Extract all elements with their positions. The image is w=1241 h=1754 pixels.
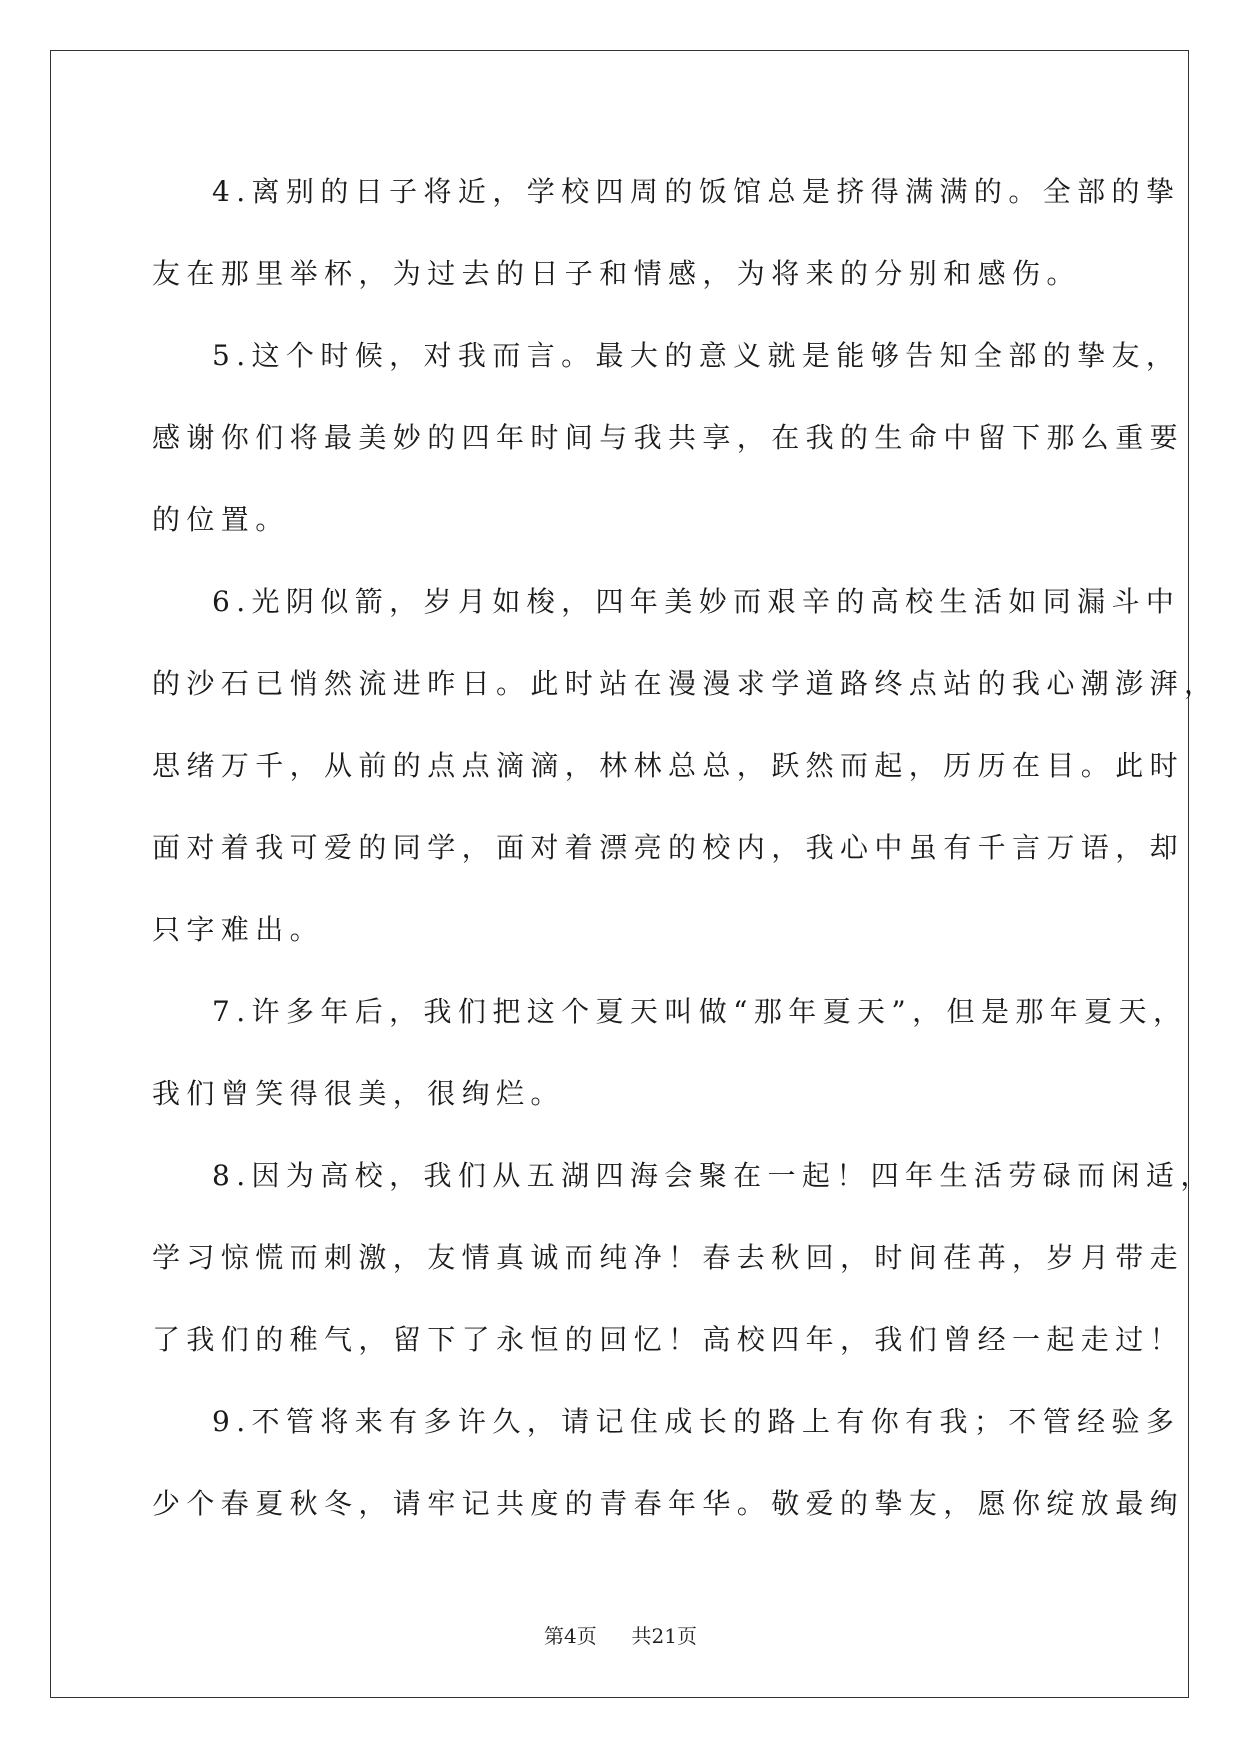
text-line: 思绪万千，从前的点点滴滴，林林总总，跃然而起，历历在目。此时 xyxy=(152,749,1185,782)
text-line: 只字难出。 xyxy=(152,913,325,946)
text-line: 的位置。 xyxy=(152,503,290,536)
text-line: 友在那里举杯，为过去的日子和情感，为将来的分别和感伤。 xyxy=(152,257,1081,290)
text-line: 面对着我可爱的同学，面对着漂亮的校内，我心中虽有千言万语，却 xyxy=(152,831,1185,864)
text-line: 7.许多年后，我们把这个夏天叫做“那年夏天”，但是那年夏天， xyxy=(212,995,1188,1028)
paragraph-9 xyxy=(152,1388,1185,1552)
page-footer xyxy=(0,1620,1241,1649)
paragraph-5 xyxy=(152,322,1185,568)
paragraph-4 xyxy=(152,158,1181,322)
page-number: 第4页 xyxy=(544,1624,597,1648)
paragraph-7 xyxy=(152,978,1188,1142)
text-line: 6.光阴似箭，岁月如梭，四年美妙而艰辛的高校生活如同漏斗中 xyxy=(212,585,1181,618)
page-total: 共21页 xyxy=(631,1624,697,1648)
text-line: 4.离别的日子将近，学校四周的饭馆总是挤得满满的。全部的挚 xyxy=(212,175,1181,208)
paragraph-8 xyxy=(152,1142,1215,1388)
text-line: 5.这个时候，对我而言。最大的意义就是能够告知全部的挚友， xyxy=(212,339,1181,372)
text-line: 我们曾笑得很美，很绚烂。 xyxy=(152,1077,565,1110)
text-line: 少个春夏秋冬，请牢记共度的青春年华。敬爱的挚友，愿你绽放最绚 xyxy=(152,1487,1185,1520)
text-line: 的沙石已悄然流进昨日。此时站在漫漫求学道路终点站的我心潮澎湃， xyxy=(152,667,1219,700)
text-line: 感谢你们将最美妙的四年时间与我共享，在我的生命中留下那么重要 xyxy=(152,421,1185,454)
document-body xyxy=(152,158,1219,1552)
text-line: 8.因为高校，我们从五湖四海会聚在一起！四年生活劳碌而闲适， xyxy=(212,1159,1215,1192)
text-line: 9.不管将来有多许久，请记住成长的路上有你有我；不管经验多 xyxy=(212,1405,1181,1438)
paragraph-6 xyxy=(152,568,1219,978)
text-line: 了我们的稚气，留下了永恒的回忆！高校四年，我们曾经一起走过！ xyxy=(152,1323,1185,1356)
text-line: 学习惊慌而刺激，友情真诚而纯净！春去秋回，时间荏苒，岁月带走 xyxy=(152,1241,1185,1274)
